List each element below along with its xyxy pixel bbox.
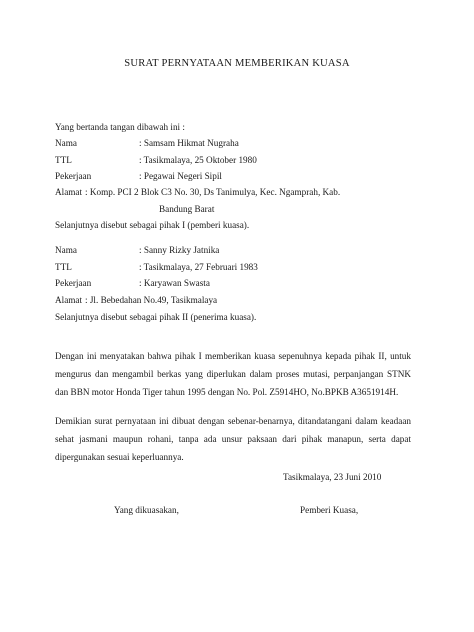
party2-ttl-value: : Tasikmalaya, 27 Februari 1983 (139, 262, 258, 272)
party2-nama-label: Nama (55, 245, 77, 255)
party1-nama-label: Nama (55, 138, 77, 148)
party1-alamat-value-line2: Bandung Barat (159, 204, 215, 214)
party2-pekerjaan-label: Pekerjaan (55, 278, 92, 288)
intro-line: Yang bertanda tangan dibawah ini : (55, 122, 185, 132)
party1-pekerjaan-value: : Pegawai Negeri Sipil (139, 171, 222, 181)
signature-right-label: Pemberi Kuasa, (300, 505, 359, 515)
party2-alamat-label: Alamat (55, 295, 83, 305)
party1-role: Selanjutnya disebut sebagai pihak I (pemberi kuasa). (55, 220, 250, 230)
party2-ttl-label: TTL (55, 262, 72, 272)
party1-pekerjaan-label: Pekerjaan (55, 171, 92, 181)
party2-pekerjaan-value: : Karyawan Swasta (139, 278, 210, 288)
body-paragraph: Dengan ini menyatakan bahwa pihak I memberikan kuasa sepenuhnya kepada pihak II, untuk mengurus dan mengambil berkas yang diperlukan dalam proses mutasi, perpanjangan STNK dan BBN motor Honda Tiger tahun 1995 dengan No. Pol. Z5914HO, No.BPKB A3651914H. (55, 351, 411, 397)
party1-alamat-label: Alamat (55, 187, 83, 197)
party1-ttl-label: TTL (55, 155, 72, 165)
party2-nama-value: : Sanny Rizky Jatnika (139, 245, 220, 255)
party2-alamat-value: : Jl. Bebedahan No.49, Tasikmalaya (85, 295, 218, 305)
closing-paragraph: Demikian surat pernyataan ini dibuat dengan sebenar-benarnya, ditandatangani dalam keadaan sehat jasmani maupun rohani, tanpa ada unsur paksaan dari pihak manapun, serta dapat dipergunakan sesuai keperluannya. (55, 416, 411, 462)
signature-left-label: Yang dikuasakan, (114, 505, 179, 515)
place-date: Tasikmalaya, 23 Juni 2010 (283, 472, 382, 482)
party2-role: Selanjutnya disebut sebagai pihak II (penerima kuasa). (55, 312, 257, 322)
party1-alamat-value-line1: : Komp. PCI 2 Blok C3 No. 30, Ds Tanimulya, Kec. Ngamprah, Kab. (85, 187, 341, 197)
party1-ttl-value: : Tasikmalaya, 25 Oktober 1980 (139, 155, 257, 165)
party1-nama-value: : Samsam Hikmat Nugraha (139, 138, 239, 148)
letter-title: SURAT PERNYATAAN MEMBERIKAN KUASA (124, 58, 350, 69)
